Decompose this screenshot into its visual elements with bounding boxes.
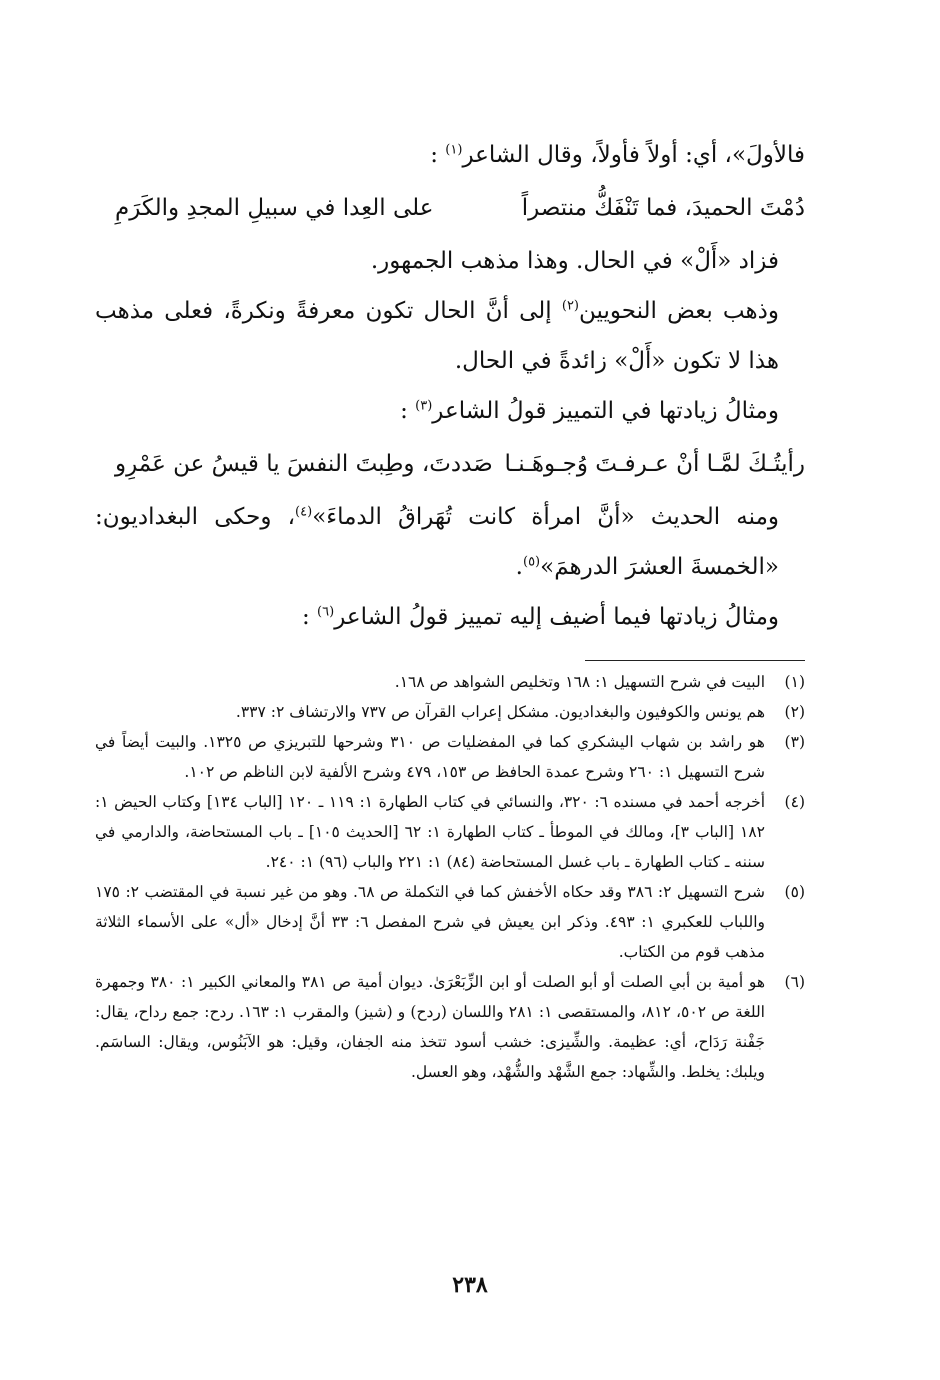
verse-1-second-hemistich: على العِدا في سبيلِ المجدِ والكَرَمِ	[115, 195, 434, 221]
paragraph-4: ومثالُ زيادتها في التمييز قولُ الشاعر$^{(٣)}$ :	[400, 398, 779, 424]
footnote	[95, 787, 805, 877]
page-number: ٢٣٨	[452, 1272, 488, 1298]
page-body	[95, 130, 805, 1087]
footnote	[95, 727, 805, 787]
footnote-ref-5[interactable]: (٥)	[522, 554, 541, 570]
verse-2	[95, 436, 805, 492]
verse-2-first-hemistich: رأيتُـكَ لمَّـا أنْ عـرفـتَ وُجـوهَـنـا	[504, 451, 805, 477]
paragraph-2: فزاد «أَلْ» في الحال. وهذا مذهب الجمهور.	[370, 248, 779, 274]
verse-2-second-hemistich: صَددتَ، وطِبتَ النفسَ يا قيسُ عن عَمْرِو	[115, 451, 493, 477]
footnote-text: هم يونس والكوفيون والبغداديون. مشكل إعراب القرآن ص ٧٣٧ والارتشاف ٢: ٣٣٧.	[235, 703, 765, 721]
footnote-ref-3[interactable]: (٣)	[415, 398, 433, 414]
footnote-number: (٢)	[784, 703, 805, 721]
footnote-number: (٦)	[784, 973, 805, 991]
paragraph-3: وذهب بعض النحويين$^{(٢)}$ إلى أنَّ الحال تكون معرفةً ونكرةً، فعلى مذهب هذا لا تكون «أَلْ» زائدةً في الحال.	[95, 298, 779, 374]
footnote-number: (١)	[784, 673, 805, 691]
footnote	[95, 967, 805, 1087]
footnote-text: شرح التسهيل ٢: ٣٨٦ وقد حكاه الأخفش كما في التكملة ص ٦٨. وهو من غير نسبة في المقتضب ٢: ١٧٥ واللباب للعكبري ١: ٤٩٣. وذكر ابن يعيش في شرح المفصل ٦: ٣٣ أنَّ إدخال «أل» على الأسماء الثلاثة مذهب قوم من الكتاب.	[95, 883, 766, 961]
footnotes	[95, 667, 805, 1087]
paragraph-5: ومنه الحديث «أنَّ امرأة كانت تُهَراقُ الدماءَ»$^{(٤)}$، وحكى البغداديون: «الخمسةَ العشرَ الدرهمَ»$^{(٥)}$.	[95, 504, 779, 580]
footnote-ref-2[interactable]: (٢)	[561, 298, 579, 314]
footnote	[95, 667, 805, 697]
footnote-number: (٥)	[784, 883, 805, 901]
footnote	[95, 877, 805, 967]
footnote-ref-4[interactable]: (٤)	[295, 504, 313, 520]
footnote-number: (٤)	[784, 793, 805, 811]
footnote-ref-1[interactable]: (١)	[445, 142, 463, 158]
footnote-text: هو راشد بن شهاب اليشكري كما في المفضليات ص ٣١٠ وشرحها للتبريزي ص ١٣٢٥. والبيت أيضاً في شرح التسهيل ١: ٢٦٠ وشرح عمدة الحافظ ص ١٥٣، ٤٧٩ وشرح الألفية لابن الناظم ص ١٠٢.	[95, 733, 765, 781]
verse-1-first-hemistich: دُمْتَ الحميدَ، فما تَنْفَكُّ منتصراً	[521, 195, 805, 221]
paragraph-1: فالأولَ»، أي: أولاً فأولاً، وقال الشاعر$^{(١)}$ :	[430, 142, 805, 168]
verse-1	[95, 180, 805, 236]
footnote-number: (٣)	[784, 733, 805, 751]
footnote-text: هو أمية بن أبي الصلت أو أبو الصلت أو ابن الزِّبَعْرَىٰ. ديوان أمية ص ٣٨١ والمعاني الكبير ١: ٣٨٠ وجمهرة اللغة ص ٥٠٢، ٨١٢، والمستقصى ١: ٢٨١ واللسان (ردح) و (شيز) والمقرب ١: ١٦٣. ردح: جمع رداح، يقال: جَفْنة رَدَاح، أي: عظيمة. والشِّيزى: خشب أسود تتخذ منه الجفان، وقيل: هو الآبَنُوس، ويقال: الساسَم. ويلبك: يخلط. والشِّهاد: جمع الشَّهْد والشُّهْد، وهو العسل.	[95, 973, 766, 1081]
footnote-divider	[585, 660, 805, 661]
paragraph-6: ومثالُ زيادتها فيما أضيف إليه تمييز قولُ الشاعر$^{(٦)}$ :	[301, 604, 779, 630]
main-text	[95, 130, 805, 642]
footnote-ref-6[interactable]: (٦)	[317, 604, 335, 620]
footnote-text: أخرجه أحمد في مسنده ٦: ٣٢٠، والنسائي في كتاب الطهارة ١: ١١٩ ـ ١٢٠ [الباب ١٣٤] وكتاب الحيض ١: ١٨٢ [الباب ٣]، ومالك في الموطأ ـ كتاب الطهارة ١: ٦٢ [الحديث ١٠٥] ـ باب المستحاضة، والدارمي في سننه ـ كتاب الطهارة ـ باب غسل المستحاضة (٨٤) ١: ٢٢١ والباب (٩٦) ١: ٢٤٠.	[95, 793, 766, 871]
footnote-text: البيت في شرح التسهيل ١: ١٦٨ وتخليص الشواهد ص ١٦٨.	[394, 673, 765, 691]
footnote	[95, 697, 805, 727]
